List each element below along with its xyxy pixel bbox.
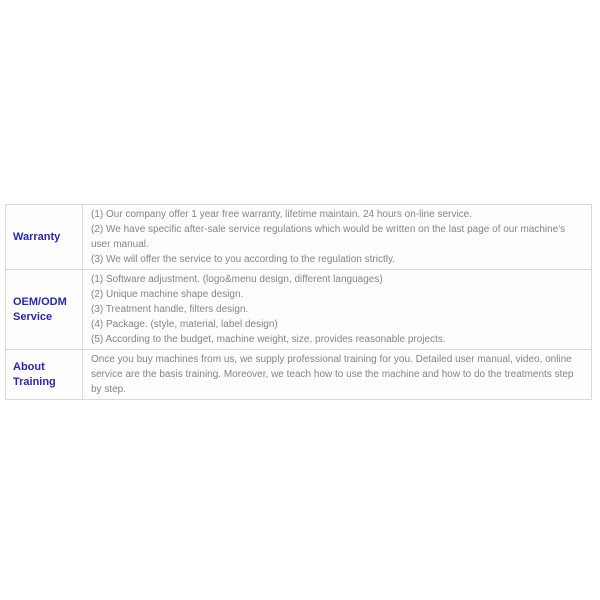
- text-line: (2) We have specific after-sale service regulations which would be written on the last page of our machine's user manual.: [91, 224, 566, 250]
- row-label-about-training: About Training: [6, 350, 83, 400]
- text-line: Once you buy machines from us, we supply professional training for you. Detailed user manual, video, online service are the basis training. Moreover, we teach how to use the machine and how to do the treatments step by step.: [91, 354, 574, 395]
- text-line: (3) Treatment handle, filters design.: [91, 304, 249, 315]
- text-line: (3) We will offer the service to you according to the regulation strictly.: [91, 254, 396, 265]
- text-line: (5) According to the budget, machine weight, size, provides reasonable projects.: [91, 334, 446, 345]
- service-info-table-body: [6, 205, 592, 400]
- row-content-oem-odm-service: [83, 270, 592, 350]
- row-label-warranty: Warranty: [6, 205, 83, 270]
- text-line: (1) Our company offer 1 year free warranty, lifetime maintain. 24 hours on-line service.: [91, 209, 472, 220]
- text-line: (2) Unique machine shape design.: [91, 289, 244, 300]
- text-line: (4) Package. (style, material, label design): [91, 319, 278, 330]
- table-row-warranty: [6, 205, 592, 270]
- table-row-oem-odm-service: [6, 270, 592, 350]
- service-info-table: [5, 204, 592, 400]
- table-row-about-training: [6, 350, 592, 400]
- row-content-warranty: [83, 205, 592, 270]
- text-line: (1) Software adjustment. (logo&menu design, different languages): [91, 274, 383, 285]
- row-label-oem-odm-service: OEM/ODM Service: [6, 270, 83, 350]
- row-content-about-training: [83, 350, 592, 400]
